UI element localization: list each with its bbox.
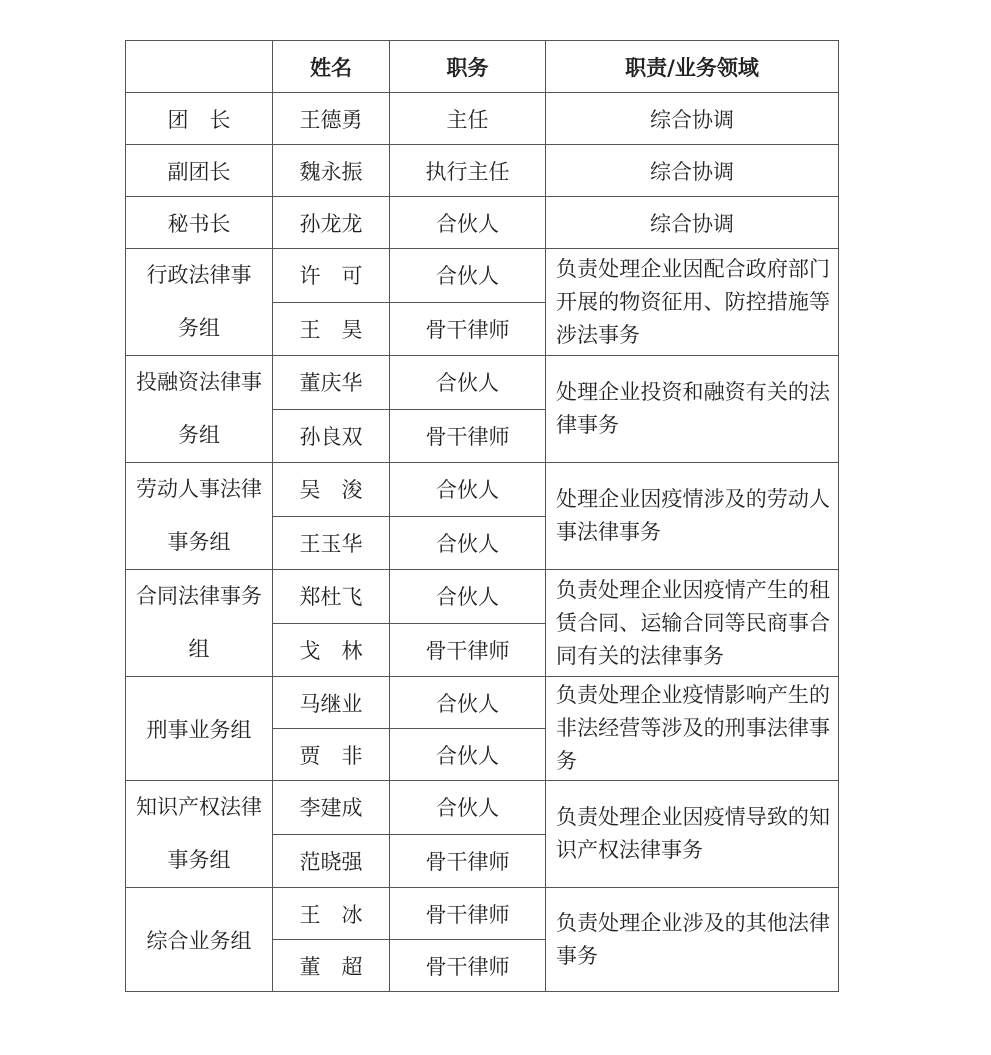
member-title: 合伙人 [390, 570, 546, 624]
member-name: 马继业 [273, 677, 390, 729]
table-row [126, 888, 839, 940]
member-name: 贾 非 [273, 729, 390, 781]
member-name: 董 超 [273, 940, 390, 992]
duty-cell: 负责处理企业因配合政府部门开展的物资征用、防控措施等涉法事务 [546, 249, 839, 356]
member-name: 王德勇 [273, 93, 390, 145]
member-title: 合伙人 [390, 249, 546, 303]
member-title: 主任 [390, 93, 546, 145]
member-title: 骨干律师 [390, 888, 546, 940]
member-title: 合伙人 [390, 516, 546, 570]
header-row [126, 41, 839, 93]
header-group [126, 41, 273, 93]
member-name: 许 可 [273, 249, 390, 303]
duty-cell: 负责处理企业涉及的其他法律事务 [546, 888, 839, 992]
duty-cell: 负责处理企业疫情影响产生的非法经营等涉及的刑事法律事务 [546, 677, 839, 781]
group-label: 知识产权法律事务组 [136, 795, 262, 872]
duty-cell: 综合协调 [546, 145, 839, 197]
member-name: 董庆华 [273, 356, 390, 410]
group-label: 行政法律事务组 [146, 263, 252, 340]
member-title: 合伙人 [390, 729, 546, 781]
table-row [126, 356, 839, 410]
group-cell: 综合业务组 [126, 888, 273, 992]
header-name: 姓名 [273, 41, 390, 93]
member-name: 范晓强 [273, 834, 390, 888]
group-label: 投融资法律事务组 [136, 370, 262, 447]
member-title: 合伙人 [390, 677, 546, 729]
duty-cell: 处理企业因疫情涉及的劳动人事法律事务 [546, 463, 839, 570]
member-title: 骨干律师 [390, 940, 546, 992]
member-name: 吴 浚 [273, 463, 390, 517]
member-title: 骨干律师 [390, 623, 546, 677]
group-cell [126, 249, 273, 356]
member-name: 孙龙龙 [273, 197, 390, 249]
table-row [126, 463, 839, 517]
member-title: 骨干律师 [390, 409, 546, 463]
member-title: 骨干律师 [390, 302, 546, 356]
header-title: 职务 [390, 41, 546, 93]
member-name: 戈 林 [273, 623, 390, 677]
group-label: 劳动人事法律事务组 [136, 477, 262, 554]
member-title: 骨干律师 [390, 834, 546, 888]
table-row [126, 93, 839, 145]
group-cell [126, 356, 273, 463]
duty-cell: 综合协调 [546, 93, 839, 145]
member-title: 执行主任 [390, 145, 546, 197]
table-row [126, 249, 839, 303]
group-cell: 团 长 [126, 93, 273, 145]
duty-cell: 处理企业投资和融资有关的法律事务 [546, 356, 839, 463]
group-cell: 副团长 [126, 145, 273, 197]
group-cell [126, 570, 273, 677]
member-name: 王 昊 [273, 302, 390, 356]
table-row [126, 145, 839, 197]
header-duty: 职责/业务领域 [546, 41, 839, 93]
group-label: 合同法律事务组 [136, 584, 262, 661]
member-title: 合伙人 [390, 356, 546, 410]
duty-cell: 负责处理企业因疫情产生的租赁合同、运输合同等民商事合同有关的法律事务 [546, 570, 839, 677]
team-table [125, 40, 839, 992]
table-row [126, 197, 839, 249]
member-name: 王玉华 [273, 516, 390, 570]
table-row [126, 570, 839, 624]
table-row [126, 781, 839, 835]
member-title: 合伙人 [390, 197, 546, 249]
group-cell [126, 463, 273, 570]
member-name: 郑杜飞 [273, 570, 390, 624]
duty-cell: 综合协调 [546, 197, 839, 249]
group-cell [126, 781, 273, 888]
member-name: 李建成 [273, 781, 390, 835]
duty-cell: 负责处理企业因疫情导致的知识产权法律事务 [546, 781, 839, 888]
member-name: 王 冰 [273, 888, 390, 940]
member-name: 孙良双 [273, 409, 390, 463]
group-cell: 秘书长 [126, 197, 273, 249]
table-row [126, 677, 839, 729]
member-title: 合伙人 [390, 463, 546, 517]
group-cell: 刑事业务组 [126, 677, 273, 781]
member-title: 合伙人 [390, 781, 546, 835]
member-name: 魏永振 [273, 145, 390, 197]
